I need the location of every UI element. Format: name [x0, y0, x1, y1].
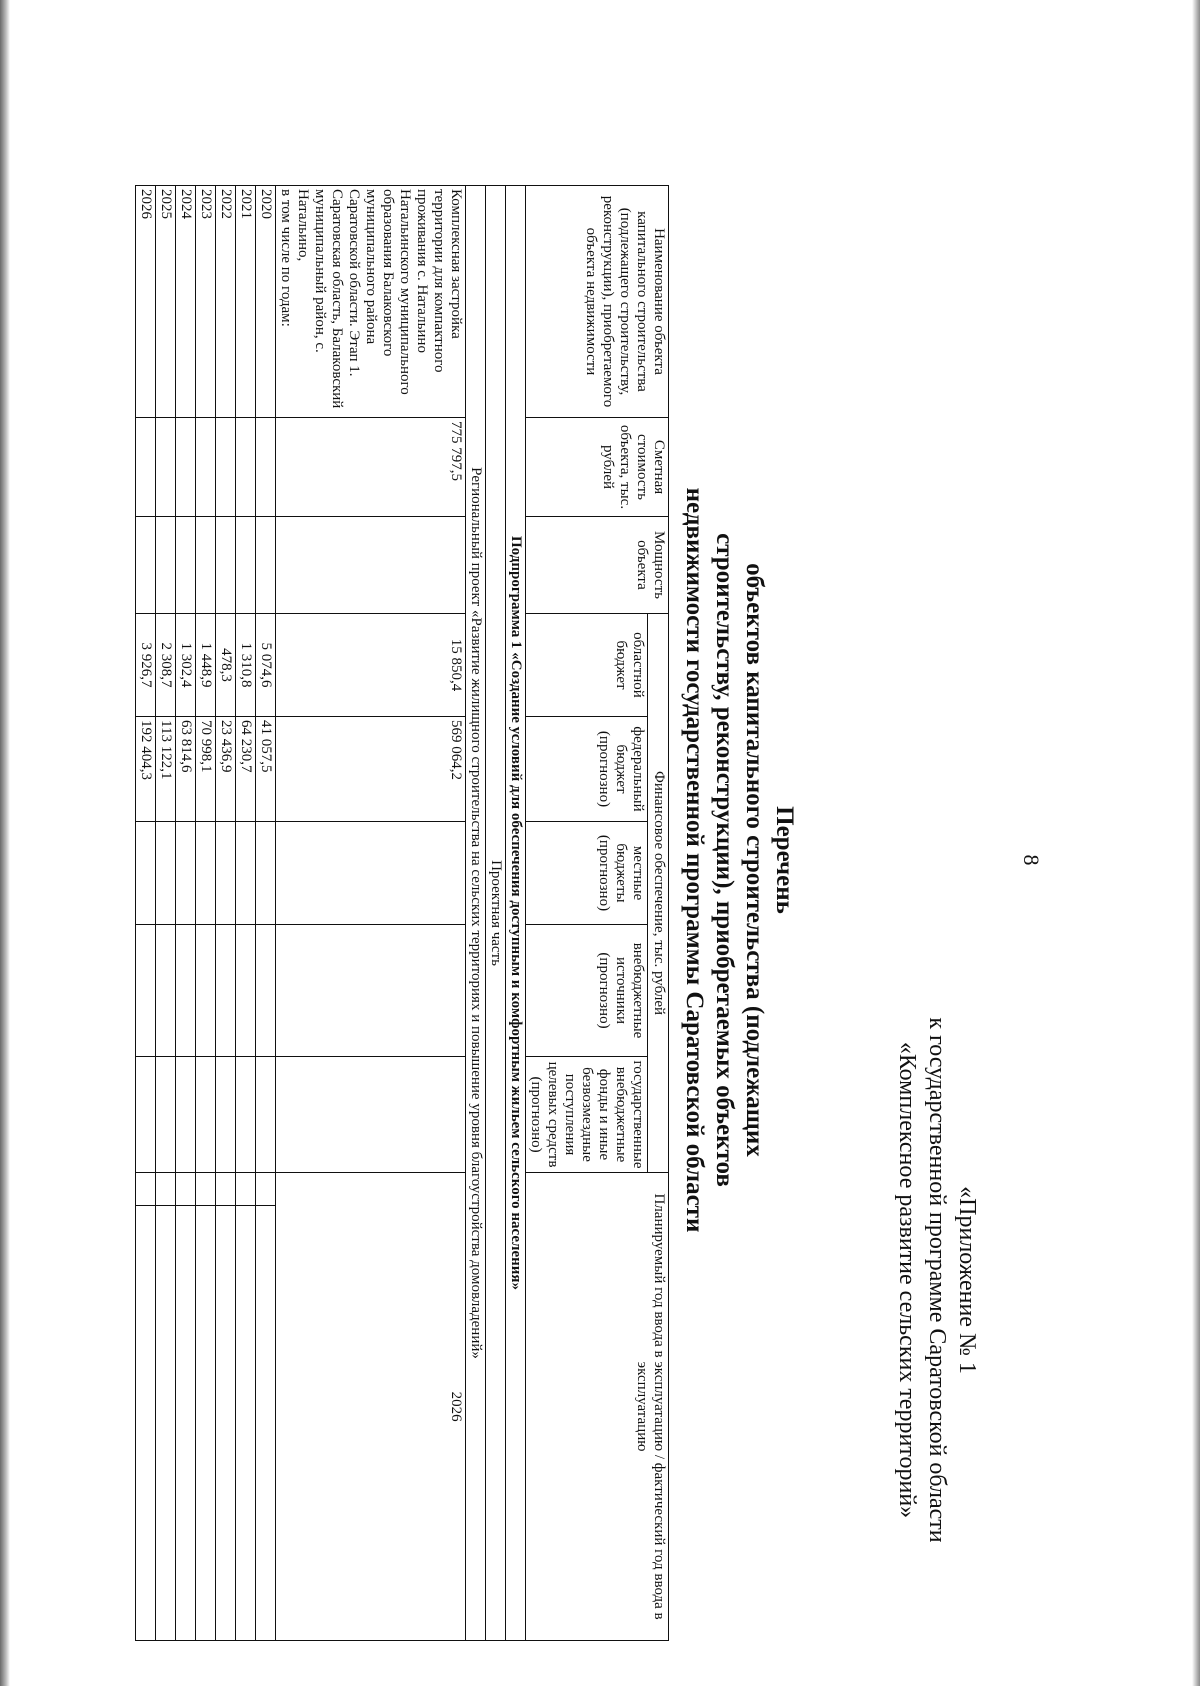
document-title: [679, 80, 799, 1640]
year-commission: [216, 1206, 236, 1641]
year-row: [156, 186, 176, 1641]
scan-edge-left: [0, 0, 10, 1686]
year-state-funds: [156, 1057, 176, 1173]
year-commission: [156, 1206, 176, 1641]
title-line-3: строительству, реконструкции), приобретаемых объектов: [711, 533, 738, 1187]
year-regional: 2 308,7: [156, 614, 176, 717]
year-federal: 70 998,1: [196, 717, 216, 822]
year-extra: [156, 1173, 176, 1206]
header-offbudget: внебюджетные источники (прогнозно): [526, 925, 648, 1057]
year-federal: 41 057,5: [256, 717, 276, 822]
year-local: [156, 822, 176, 925]
year-regional: 1 448,9: [196, 614, 216, 717]
year-rows: [136, 186, 276, 1641]
page-number: 8: [1019, 854, 1044, 866]
year-regional: 1 302,4: [176, 614, 196, 717]
year-row: [136, 186, 156, 1641]
year-cost: [156, 418, 176, 517]
year-capacity: [236, 517, 256, 614]
subprogram-cell: Подпрограмма 1 «Создание условий для обеспечения доступным и комфортным жильем сельского населения»: [506, 186, 526, 1641]
object-cost: 775 797,5: [276, 418, 466, 517]
part-cell: Проектная часть: [486, 186, 506, 1641]
year-cell: 2022: [216, 186, 236, 418]
year-state-funds: [256, 1057, 276, 1173]
year-state-funds: [136, 1057, 156, 1173]
year-offbudget: [196, 925, 216, 1057]
year-cell: 2020: [256, 186, 276, 418]
year-regional: 3 926,7: [136, 614, 156, 717]
header-local: местные бюджеты (прогнозно): [526, 822, 648, 925]
year-cost: [236, 418, 256, 517]
object-state-funds: [276, 1057, 466, 1173]
year-extra: [196, 1173, 216, 1206]
appendix-line-2: к государственной программе Саратовской области: [924, 1017, 950, 1543]
object-offbudget: [276, 925, 466, 1057]
year-capacity: [156, 517, 176, 614]
object-capacity: [276, 517, 466, 614]
year-local: [236, 822, 256, 925]
header-cost: Сметная стоимость объекта, тыс. рублей: [526, 418, 669, 517]
year-local: [196, 822, 216, 925]
year-commission: [256, 1206, 276, 1641]
title-line-1: Перечень: [771, 806, 798, 914]
year-cost: [196, 418, 216, 517]
header-name: Наименование объекта капитального строительства (подлежащего строительству, реконструкции), приобретаемого объекта недвижимости: [526, 186, 669, 418]
year-state-funds: [236, 1057, 256, 1173]
part-row: [486, 186, 506, 1641]
year-offbudget: [156, 925, 176, 1057]
project-row: [466, 186, 486, 1641]
object-row: [276, 186, 466, 1641]
year-regional: 5 074,6: [256, 614, 276, 717]
year-regional: 1 310,8: [236, 614, 256, 717]
year-cost: [256, 418, 276, 517]
rotated-page: [44, 80, 1074, 1640]
year-offbudget: [236, 925, 256, 1057]
year-cell: 2025: [156, 186, 176, 418]
header-financing: Финансовое обеспечение, тыс. рублей: [648, 614, 669, 1173]
object-federal: 569 064,2: [276, 717, 466, 822]
object-local: [276, 822, 466, 925]
year-regional: 478,3: [216, 614, 236, 717]
header-federal: федеральный бюджет (прогнозно): [526, 717, 648, 822]
year-state-funds: [216, 1057, 236, 1173]
year-federal: 63 814,6: [176, 717, 196, 822]
year-commission: [196, 1206, 216, 1641]
header-regional: областной бюджет: [526, 614, 648, 717]
year-extra: [136, 1173, 156, 1206]
year-extra: [216, 1173, 236, 1206]
year-state-funds: [196, 1057, 216, 1173]
object-name: Комплексная застройка территории для компактного проживания с. Натальино Натальинского муниципального образования Балаковского муниципального района Саратовской области. Этап 1. Саратовская область, Балаковский муниципальный район, с. Натальино,: [295, 189, 464, 409]
year-capacity: [136, 517, 156, 614]
year-commission: [236, 1206, 256, 1641]
year-state-funds: [176, 1057, 196, 1173]
year-commission: [176, 1206, 196, 1641]
year-cell: 2026: [136, 186, 156, 418]
year-capacity: [196, 517, 216, 614]
year-commission: [136, 1206, 156, 1641]
scan-edge-right: [1192, 0, 1200, 1686]
object-name-suffix: в том числе по годам:: [278, 189, 294, 327]
year-offbudget: [176, 925, 196, 1057]
year-cell: 2023: [196, 186, 216, 418]
year-capacity: [256, 517, 276, 614]
year-local: [256, 822, 276, 925]
year-local: [176, 822, 196, 925]
title-line-2: объектов капитального строительства (подлежащих: [741, 563, 768, 1157]
object-regional: 15 850,4: [276, 614, 466, 717]
year-cost: [216, 418, 236, 517]
year-cost: [136, 418, 156, 517]
year-extra: [236, 1173, 256, 1206]
header-year: Планируемый год ввода в эксплуатацию / фактический год ввода в эксплуатацию: [526, 1173, 669, 1641]
title-line-4: недвижимости государственной программы Саратовской области: [681, 487, 708, 1233]
year-capacity: [216, 517, 236, 614]
project-cell: Региональный проект «Развитие жилищного строительства на сельских территориях и повышение уровня благоустройства домовладений»: [466, 186, 486, 1641]
year-cost: [176, 418, 196, 517]
header-state-funds: государственные внебюджетные фонды и иные безвозмездные поступления целевых средств (прогнозно): [526, 1057, 648, 1173]
year-offbudget: [256, 925, 276, 1057]
year-offbudget: [216, 925, 236, 1057]
header-row-1: [648, 186, 669, 1641]
year-row: [236, 186, 256, 1641]
year-row: [196, 186, 216, 1641]
year-row: [176, 186, 196, 1641]
year-offbudget: [136, 925, 156, 1057]
objects-table: [135, 185, 669, 1641]
year-capacity: [176, 517, 196, 614]
appendix-line-3: «Комплексное развитие сельских территорий»: [894, 1041, 920, 1519]
year-row: [216, 186, 236, 1641]
object-year: 2026: [276, 1173, 466, 1641]
appendix-line-1: «Приложение № 1: [954, 1186, 980, 1374]
year-cell: 2021: [236, 186, 256, 418]
object-name-cell: [276, 186, 466, 418]
year-extra: [256, 1173, 276, 1206]
year-extra: [176, 1173, 196, 1206]
year-local: [216, 822, 236, 925]
year-local: [136, 822, 156, 925]
year-federal: 113 122,1: [156, 717, 176, 822]
header-capacity: Мощность объекта: [526, 517, 669, 614]
appendix-heading: [892, 940, 982, 1620]
year-federal: 23 436,9: [216, 717, 236, 822]
year-cell: 2024: [176, 186, 196, 418]
subprogram-row: [506, 186, 526, 1641]
year-row: [256, 186, 276, 1641]
year-federal: 64 230,7: [236, 717, 256, 822]
year-federal: 192 404,3: [136, 717, 156, 822]
